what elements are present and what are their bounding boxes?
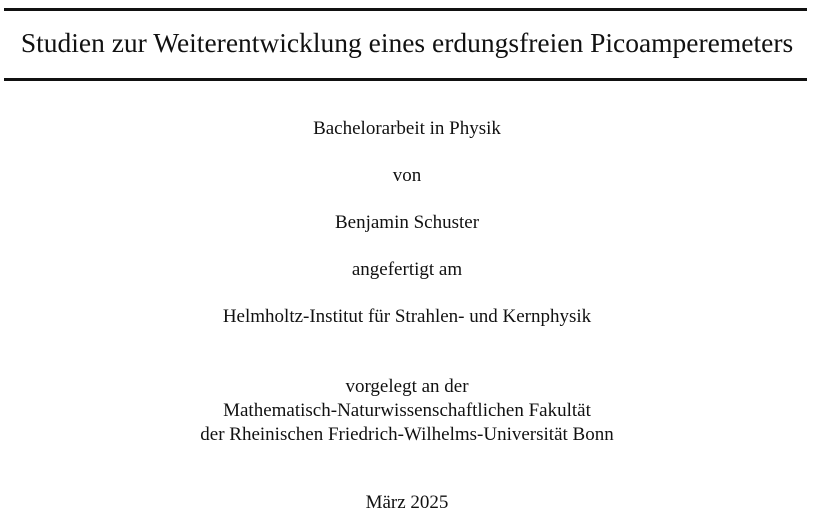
author-name: Benjamin Schuster	[334, 212, 480, 233]
bottom-rule	[4, 78, 807, 81]
by-label: von	[392, 165, 422, 186]
prepared-at-label: angefertigt am	[351, 259, 463, 280]
faculty-name: Mathematisch-Naturwissenschaftlichen Fakultät	[223, 400, 591, 421]
institute-name: Helmholtz-Institut für Strahlen- und Kernphysik	[222, 306, 592, 327]
submitted-to-label: vorgelegt an der	[345, 376, 469, 397]
submission-date: März 2025	[365, 492, 449, 513]
thesis-type: Bachelorarbeit in Physik	[313, 118, 501, 139]
university-name: der Rheinischen Friedrich-Wilhelms-Universität Bonn	[200, 424, 614, 445]
thesis-title: Studien zur Weiterentwicklung eines erdungsfreien Picoamperemeters	[20, 27, 794, 58]
top-rule	[4, 8, 807, 11]
